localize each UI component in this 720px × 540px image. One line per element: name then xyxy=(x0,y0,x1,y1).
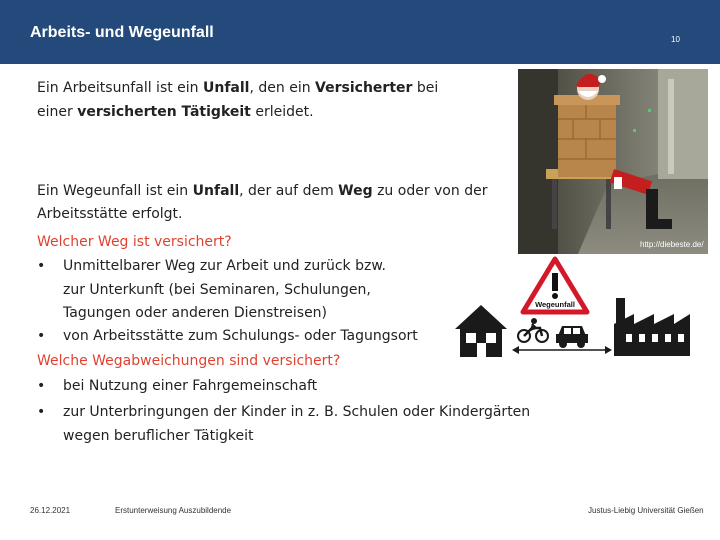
motorbike-car-commute-icon xyxy=(510,316,614,354)
question-heading: Welche Wegabweichungen sind versichert? xyxy=(37,353,341,369)
factory-icon xyxy=(612,296,692,358)
slide-title: Arbeits- und Wegeunfall xyxy=(30,24,214,41)
definition-line-2: Arbeitsstätte erfolgt. xyxy=(37,206,183,222)
list-item: • Unmittelbarer Weg zur Arbeit und zurück bzw. zur Unterkunft (bei Seminaren, Schulungen, Tagungen oder anderen Dienstreisen) xyxy=(0,255,520,327)
title-bar xyxy=(0,0,720,64)
house-icon xyxy=(453,303,509,359)
list-item: • zur Unterbringungen der Kinder in z. B. Schulen oder Kindergärten wegen beruflicher Tätigkeit xyxy=(0,401,560,449)
arbeitsunfall-definition xyxy=(37,76,507,124)
bullet-marker: • xyxy=(37,378,46,394)
santa-photo xyxy=(518,69,708,254)
definition-line-2: einer versicherten Tätigkeit erleidet. xyxy=(37,104,314,120)
footer-date: 26.12.2021 xyxy=(30,506,71,515)
bullet-marker: • xyxy=(37,328,46,344)
definition-line-1: Ein Wegeunfall ist ein Unfall, der auf dem Weg zu oder von der xyxy=(37,183,488,199)
sign-label: Wegeunfall xyxy=(535,300,575,309)
page-number: 10 xyxy=(671,35,680,44)
footer-institution: Justus-Liebig Universität Gießen xyxy=(588,506,704,515)
list-item: • von Arbeitsstätte zum Schulungs- oder Tagungsort xyxy=(0,325,520,349)
wegeunfall-definition xyxy=(37,180,507,226)
santa-chimney-image xyxy=(518,69,708,254)
definition-line-1: Ein Arbeitsunfall ist ein Unfall, den ein Versicherter bei xyxy=(37,80,439,96)
question-heading: Welcher Weg ist versichert? xyxy=(37,234,232,250)
footer-course: Erstunterweisung Auszubildende xyxy=(115,506,232,515)
bullet-marker: • xyxy=(37,258,46,274)
warning-sign-icon xyxy=(520,256,590,316)
bullet-marker: • xyxy=(37,404,46,420)
photo-source-caption: http://diebeste.de/ xyxy=(640,240,704,249)
list-item: • bei Nutzung einer Fahrgemeinschaft xyxy=(0,375,540,399)
